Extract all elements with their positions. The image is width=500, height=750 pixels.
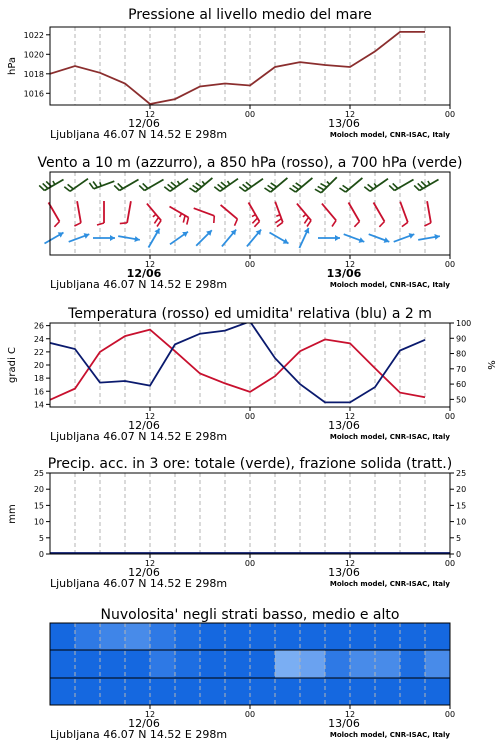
location-label: Ljubljana 46.07 N 14.52 E 298m — [50, 430, 228, 443]
y-tick-label: 25 — [33, 469, 44, 478]
wind-barb-feather — [143, 183, 148, 188]
x-tick-label: 00 — [244, 412, 256, 421]
y-tick-label: 1018 — [23, 69, 44, 79]
cloud-cell — [350, 650, 375, 678]
cloud-cell — [400, 678, 425, 705]
wind-barb-feather — [221, 182, 227, 187]
y-tick-label: 16 — [33, 387, 44, 397]
y-tick-label: 22 — [33, 347, 44, 357]
wind-arrow-head — [335, 235, 340, 241]
y-tick-label: 20 — [33, 361, 44, 370]
wind-barb-feather — [196, 183, 202, 187]
location-label: Ljubljana 46.07 N 14.52 E 298m — [50, 278, 228, 291]
cloud-cell — [75, 678, 100, 705]
wind-barb-feather — [321, 184, 327, 188]
wind-barb-feather — [296, 183, 302, 187]
model-credit: Moloch model, CNR-ISAC, Italy — [329, 281, 450, 289]
wind-barb-shaft — [127, 201, 131, 223]
wind-barb-shaft — [374, 203, 385, 222]
x-tick-label: 00 — [244, 110, 256, 119]
x-date-label: 13/06 — [328, 117, 360, 130]
x-tick-label: 12 — [344, 710, 356, 719]
x-date-label: 12/06 — [128, 717, 160, 730]
cloud-cell — [100, 650, 125, 678]
wind-barb-feather — [97, 223, 104, 225]
cloud-cell — [150, 623, 175, 650]
y-tick-label-right: 50 — [456, 395, 467, 405]
cloud-cell — [200, 678, 225, 705]
cloud-cell — [200, 623, 225, 650]
wind-barb-half-feather — [327, 182, 330, 185]
x-date-label: 12/06 — [128, 566, 160, 579]
wind-barb-feather — [218, 184, 224, 189]
wind-barb-feather — [164, 187, 170, 192]
y-tick-label-right: 25 — [456, 469, 467, 478]
x-tick-label: 12 — [144, 559, 156, 568]
y-tick-label-right: 70 — [456, 364, 467, 374]
cloud-cell — [175, 650, 200, 678]
cloud-cell — [325, 678, 350, 705]
wind-title: Vento a 10 m (azzurro), a 850 hPa (rosso), a 700 hPa (verde) — [37, 155, 463, 171]
cloud-cell — [100, 678, 125, 705]
cloud-cell — [175, 678, 200, 705]
cloud-cell — [350, 623, 375, 650]
wind-barb-feather — [239, 187, 245, 192]
wind-barb-feather — [120, 223, 127, 224]
x-date-label: 12/06 — [128, 117, 160, 130]
wind-barb-feather — [315, 189, 321, 193]
cloud-cell — [50, 623, 75, 650]
wind-barb-half-feather — [276, 215, 280, 216]
cloud-cell — [275, 650, 300, 678]
y-tick-label-right: 0 — [456, 550, 462, 559]
wind-barb-feather — [389, 185, 394, 190]
wind-barb-feather — [402, 222, 408, 226]
wind-barb-shaft — [322, 204, 336, 221]
wind-barb-half-feather — [228, 181, 230, 184]
wind-barb-feather — [157, 220, 161, 226]
wind-barb-half-feather — [178, 181, 180, 184]
wind-barb-feather — [64, 187, 70, 192]
cloud-cell — [425, 650, 450, 678]
cloud-cell — [100, 623, 125, 650]
rh-y-label: % — [485, 360, 496, 370]
cloud-cell — [375, 678, 400, 705]
y-tick-label-right: 5 — [456, 533, 462, 543]
wind-barb-shaft — [349, 203, 360, 222]
y-tick-label-right: 60 — [456, 380, 467, 390]
wind-barb-feather — [364, 187, 370, 192]
cloud-cell — [225, 678, 250, 705]
y-tick-label-right: 90 — [456, 334, 467, 344]
cloud-cell — [250, 623, 275, 650]
y-tick-label: 1020 — [23, 50, 44, 60]
temp-title: Temperatura (rosso) ed umidita' relativa (blu) a 2 m — [68, 306, 432, 322]
y-tick-label-right: 15 — [456, 501, 467, 511]
cloud-cell — [200, 650, 225, 678]
wind-barb-feather — [414, 185, 419, 190]
cloud-cell — [150, 678, 175, 705]
x-tick-label: 12 — [344, 110, 356, 119]
cloud-cell — [325, 650, 350, 678]
x-tick-label: 00 — [444, 110, 456, 119]
cloud-cell — [350, 678, 375, 705]
wind-barb-feather — [43, 183, 48, 188]
y-tick-label: 0 — [38, 550, 44, 559]
wind-barb-half-feather — [53, 181, 55, 185]
wind-barb-feather — [318, 186, 324, 190]
wind-barb-shaft — [194, 208, 215, 216]
wind-barb-feather — [393, 183, 398, 188]
location-label: Ljubljana 46.07 N 14.52 E 298m — [50, 128, 228, 141]
y-tick-label: 5 — [38, 533, 44, 543]
wind-barb-feather — [290, 188, 296, 192]
cloud-cell — [325, 623, 350, 650]
cloud-cell — [425, 678, 450, 705]
x-tick-label: 00 — [244, 559, 256, 568]
location-label: Ljubljana 46.07 N 14.52 E 298m — [50, 577, 228, 590]
wind-barb-feather — [118, 183, 123, 188]
wind-barb-feather — [168, 184, 174, 189]
pressure-title: Pressione al livello medio del mare — [128, 7, 372, 23]
pressure-y-label: hPa — [7, 56, 18, 76]
x-date-label: 13/06 — [326, 267, 362, 280]
cloud-cell — [275, 623, 300, 650]
wind-barb-shaft — [400, 202, 408, 223]
wind-barb-feather — [293, 185, 299, 189]
y-tick-label: 10 — [33, 517, 44, 527]
precip-title: Precip. acc. in 3 ore: totale (verde), frazione solida (tratt.) — [47, 456, 453, 472]
model-credit: Moloch model, CNR-ISAC, Italy — [329, 433, 450, 441]
cloud-cell — [250, 650, 275, 678]
wind-barb-feather — [93, 182, 97, 188]
wind-barb-feather — [183, 216, 185, 223]
x-tick-label: 12 — [144, 710, 156, 719]
y-tick-label-right: 100 — [456, 319, 472, 328]
wind-barb-feather — [246, 182, 252, 187]
precip-frame — [50, 473, 450, 554]
y-tick-label: 20 — [33, 485, 44, 495]
cloud-cell — [300, 678, 325, 705]
wind-barb-feather — [304, 217, 308, 223]
model-credit: Moloch model, CNR-ISAC, Italy — [329, 580, 450, 588]
wind-barb-feather — [89, 183, 93, 189]
wind-barb-feather — [171, 182, 177, 187]
x-tick-label: 00 — [444, 412, 456, 421]
cloud-cell — [125, 623, 150, 650]
x-tick-label: 12 — [144, 412, 156, 421]
wind-barb-feather — [268, 185, 274, 189]
wind-barb-feather — [379, 222, 384, 227]
wind-barb-feather — [54, 222, 59, 227]
wind-barb-feather — [418, 183, 423, 188]
y-tick-label-right: 20 — [456, 485, 467, 495]
x-tick-label: 12 — [344, 559, 356, 568]
model-credit: Moloch model, CNR-ISAC, Italy — [329, 731, 450, 739]
x-tick-label: 00 — [444, 710, 456, 719]
y-tick-label: 1022 — [23, 30, 44, 40]
wind-barb-feather — [254, 222, 259, 227]
cloud-cell — [75, 650, 100, 678]
y-tick-label: 24 — [33, 334, 44, 344]
wind-barb-half-feather — [153, 214, 156, 217]
location-label: Ljubljana 46.07 N 14.52 E 298m — [50, 728, 228, 741]
wind-barb-feather — [243, 184, 249, 189]
cloud-cell — [425, 623, 450, 650]
precip-y-label: mm — [7, 504, 18, 524]
cloud-cell — [300, 623, 325, 650]
wind-barb-feather — [214, 216, 215, 223]
y-tick-label: 15 — [33, 501, 44, 511]
x-tick-label: 12 — [344, 412, 356, 421]
y-tick-label: 14 — [33, 400, 44, 410]
wind-barb-half-feather — [303, 214, 306, 217]
wind-barb-feather — [68, 184, 74, 189]
wind-barb-feather — [187, 218, 189, 225]
wind-arrow-head — [110, 235, 115, 241]
cloud-cell — [225, 623, 250, 650]
cloud-cell — [50, 678, 75, 705]
wind-barb-shaft — [221, 205, 238, 219]
wind-barb-feather — [46, 181, 51, 186]
wind-barb-feather — [354, 222, 359, 227]
wind-barb-feather — [368, 184, 374, 189]
wind-barb-shaft — [427, 201, 431, 223]
y-tick-label: 26 — [33, 321, 44, 331]
x-date-label: 12/06 — [126, 267, 162, 280]
cloud-cell — [400, 650, 425, 678]
wind-barb-feather — [39, 185, 44, 190]
x-date-label: 13/06 — [328, 419, 360, 432]
wind-barb-half-feather — [252, 215, 256, 217]
wind-barb-half-feather — [202, 181, 205, 184]
x-tick-label: 12 — [144, 110, 156, 119]
y-tick-label-right: 80 — [456, 349, 467, 359]
wind-barb-feather — [139, 185, 144, 190]
pressure-line — [50, 32, 425, 104]
cloud-cell — [400, 623, 425, 650]
wind-barb-feather — [193, 185, 199, 189]
wind-barb-feather — [332, 220, 336, 226]
cloud-cell — [275, 678, 300, 705]
wind-barb-feather — [154, 217, 158, 223]
wind-barb-half-feather — [180, 214, 182, 218]
wind-barb-feather — [271, 183, 277, 187]
wind-barb-feather — [277, 222, 283, 226]
wind-barb-half-feather — [428, 181, 430, 185]
model-credit: Moloch model, CNR-ISAC, Italy — [329, 131, 450, 139]
cloud-cell — [250, 678, 275, 705]
x-tick-label: 00 — [244, 260, 256, 269]
wind-barb-feather — [265, 188, 271, 192]
cloud-cell — [300, 650, 325, 678]
y-tick-label-right: 10 — [456, 517, 467, 527]
temperature-line — [50, 330, 425, 400]
cloud-title: Nuvolosita' negli strati basso, medio e alto — [100, 607, 400, 623]
x-tick-label: 12 — [144, 260, 156, 269]
cloud-cell — [50, 650, 75, 678]
wind-barb-feather — [276, 219, 282, 223]
wind-barb-feather — [421, 181, 426, 186]
wind-barb-feather — [307, 220, 311, 226]
cloud-cell — [125, 650, 150, 678]
y-tick-label: 18 — [33, 374, 44, 384]
wind-barb-feather — [252, 218, 257, 223]
cloud-cell — [375, 623, 400, 650]
x-tick-label: 00 — [244, 710, 256, 719]
wind-barb-feather — [114, 185, 119, 190]
wind-barb-feather — [343, 185, 349, 189]
cloud-cell — [150, 650, 175, 678]
x-date-label: 13/06 — [328, 566, 360, 579]
cloud-cell — [125, 678, 150, 705]
temp-y-label: gradi C — [7, 347, 18, 383]
x-date-label: 13/06 — [328, 717, 360, 730]
wind-barb-shaft — [77, 201, 81, 223]
x-tick-label: 12 — [344, 260, 356, 269]
wind-barb-half-feather — [100, 182, 101, 186]
wind-barb-feather — [340, 188, 346, 192]
cloud-cell — [75, 623, 100, 650]
x-date-label: 12/06 — [128, 419, 160, 432]
wind-barb-feather — [190, 188, 196, 192]
cloud-cell — [175, 623, 200, 650]
wind-barb-feather — [235, 219, 238, 226]
x-tick-label: 00 — [444, 559, 456, 568]
x-tick-label: 00 — [444, 260, 456, 269]
cloud-cell — [375, 650, 400, 678]
cloud-cell — [225, 650, 250, 678]
wind-barb-feather — [214, 187, 220, 192]
y-tick-label: 1016 — [23, 89, 44, 99]
